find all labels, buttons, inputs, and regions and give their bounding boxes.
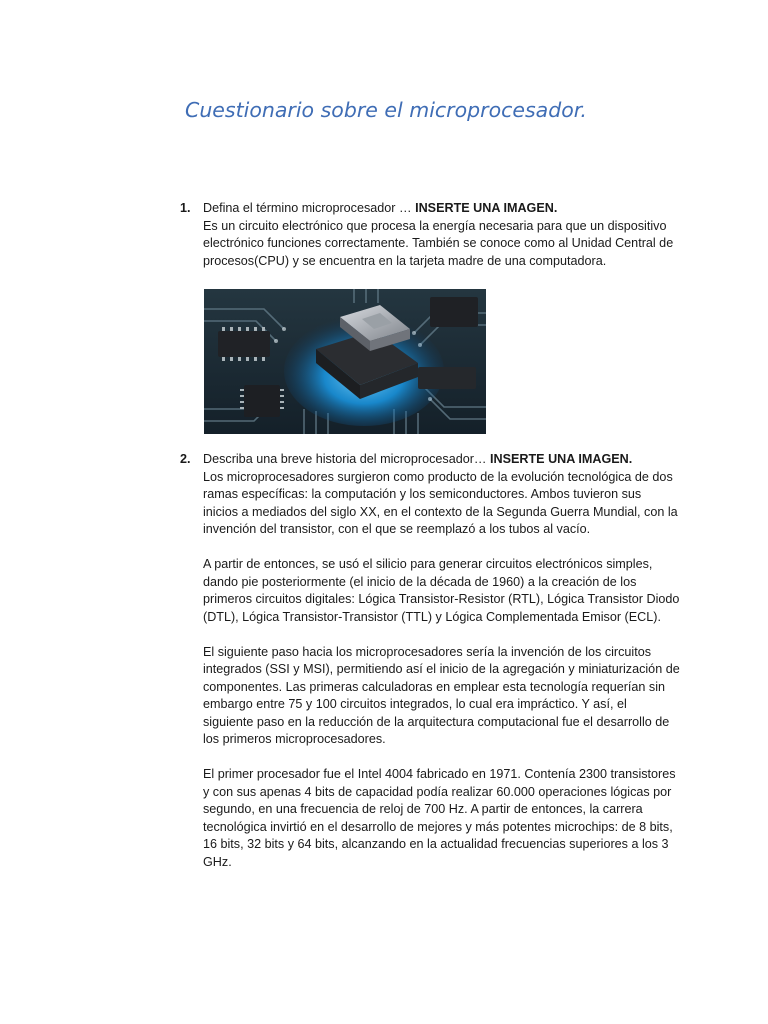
answer-line: Los microprocesadores surgieron como producto de la evolución tecnológica de dos <box>203 469 673 484</box>
answer-line: 16 bits, 32 bits y 64 bits, alcanzando en la actualidad frecuencias superiores a los 3 <box>203 837 669 851</box>
question-prompt: Describa una breve historia del microprocesador… <box>203 452 487 466</box>
question-prompt: Defina el término microprocesador … <box>203 201 412 215</box>
question-instruction: INSERTE UNA IMAGEN. <box>415 201 558 215</box>
answer-line: dando pie posteriormente (el inicio de la década de 1960) a la creación de los <box>203 574 637 589</box>
answer-line: Es un circuito electrónico que procesa la energía necesaria para que un dispositivo <box>203 218 667 233</box>
answer-line: embargo entre 75 y 100 circuitos integrados, lo cual era impráctico. Y así, el <box>203 697 627 711</box>
microprocessor-illustration <box>204 289 486 434</box>
answer-line: primeros circuitos digitales: Lógica Transistor-Resistor (RTL), Lógica Transistor Diodo <box>203 592 680 606</box>
microprocessor-photo <box>204 289 486 434</box>
answer-line: integrados (SSI y MSI), permitiendo así el inicio de la agregación y miniaturización de <box>203 662 680 676</box>
answer-line: invención del transistor, con el que se reemplazó a los tubos al vacío. <box>203 522 591 536</box>
question-number: 2. <box>180 452 191 466</box>
question-body <box>203 451 681 871</box>
paragraph-gap <box>203 626 681 644</box>
answer-line: (DTL), Lógica Transistor-Transistor (TTL) y Lógica Complementada Emisor (ECL). <box>203 609 661 624</box>
answer-line: El primer procesador fue el Intel 4004 fabricado en 1971. Contenía 2300 transistores <box>203 767 676 781</box>
question-prompt-line <box>203 200 681 218</box>
answer-line: y con sus apenas 4 bits de capacidad podía realizar 60.000 operaciones lógicas por <box>203 784 672 799</box>
question-number: 1. <box>180 201 191 215</box>
paragraph-gap <box>203 749 681 767</box>
question-body <box>203 200 681 270</box>
paragraph-gap <box>203 539 681 557</box>
answer-line: El siguiente paso hacia los microprocesadores sería la invención de los circuitos <box>203 644 652 659</box>
answer-line: segundo, en una frecuencia de reloj de 700 Hz. A partir de entonces, la carrera <box>203 802 643 816</box>
answer-line: los primeros microprocesadores. <box>203 732 386 746</box>
answer-line: electrónico funciones correctamente. También se conoce como al Unidad Central de <box>203 236 674 250</box>
question-instruction: INSERTE UNA IMAGEN. <box>490 452 633 466</box>
answer-line: ramas específicas: la computación y los semiconductores. Ambos tuvieron sus <box>203 487 642 501</box>
question-prompt-line <box>203 451 681 469</box>
answer-line: siguiente paso en la reducción de la arquitectura computacional fue el desarrollo de <box>203 714 670 729</box>
answer-line: inicios a mediados del siglo XX, en el contexto de la Segunda Guerra Mundial, con la <box>203 504 678 519</box>
document-title: Cuestionario sobre el microprocesador. <box>185 98 587 122</box>
answer-line: A partir de entonces, se usó el silicio para generar circuitos electrónicos simples, <box>203 557 653 571</box>
answer-line: procesos(CPU) y se encuentra en la tarjeta madre de una computadora. <box>203 253 607 268</box>
answer-line: tecnológica invirtió en el desarrollo de mejores y más potentes microchips: de 8 bits, <box>203 819 673 834</box>
answer-line: componentes. Las primeras calculadoras en emplear esta tecnología requerían sin <box>203 679 666 694</box>
answer-line: GHz. <box>203 854 232 869</box>
